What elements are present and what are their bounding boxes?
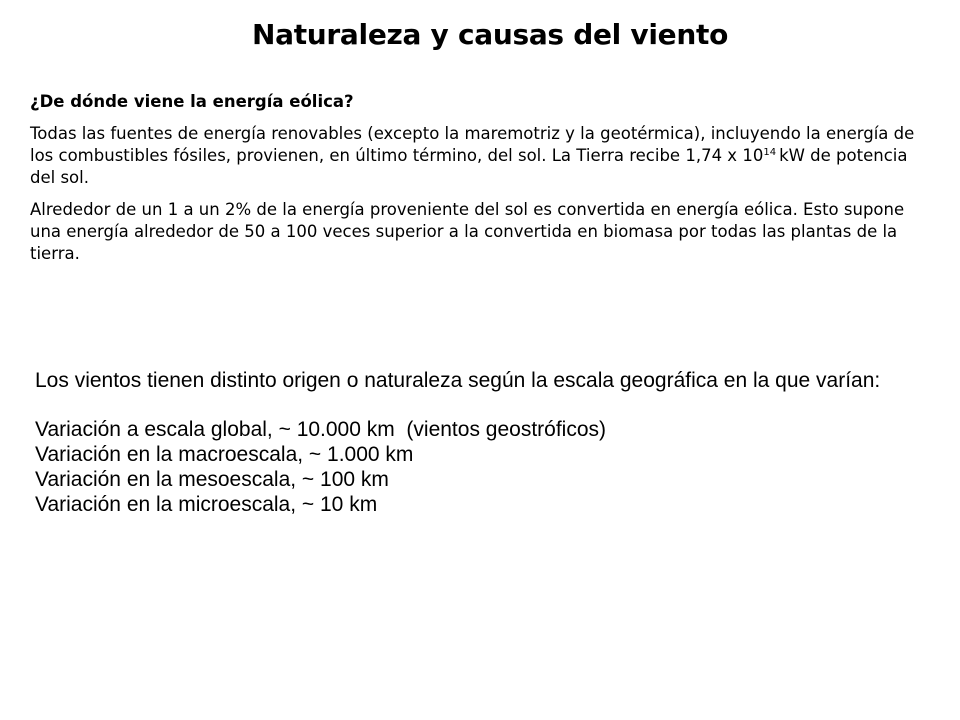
scales-intro: Los vientos tienen distinto origen o naturaleza según la escala geográfica en la que varían: — [35, 369, 881, 392]
scale-list — [35, 417, 915, 517]
section-question: ¿De dónde viene la energía eólica? — [30, 92, 354, 111]
scale-item-meso: Variación en la mesoescala, ~ 100 km — [35, 468, 389, 491]
renewables-text: Todas las fuentes de energía renovables (excepto la maremotriz y la geotérmica), incluyendo la energía de los combustibles fósiles, provienen, en último término, del sol. La Tierra recibe 1,74 x 10 — [30, 124, 915, 165]
scale-item-macro: Variación en la macroescala, ~ 1.000 km — [35, 443, 414, 466]
energy-origin-section — [30, 91, 922, 275]
renewables-paragraph — [30, 123, 922, 189]
renewables-tail: kW de potencia del sol. — [30, 146, 908, 187]
scale-item-global: Variación a escala global, ~ 10.000 km (vientos geostróficos) — [35, 418, 606, 441]
wind-fraction-paragraph: Alrededor de un 1 a un 2% de la energía proveniente del sol es convertida en energía eólica. Esto supone una energía alrededor de 50 a 100 veces superior a la convertida en biomasa por todas las plantas de la tierra. — [30, 200, 905, 263]
scale-item-micro: Variación en la microescala, ~ 10 km — [35, 493, 378, 516]
page-title: Naturaleza y causas del viento — [251, 18, 729, 51]
power-exponent: 14 — [763, 147, 777, 158]
wind-scales-section — [35, 368, 915, 517]
